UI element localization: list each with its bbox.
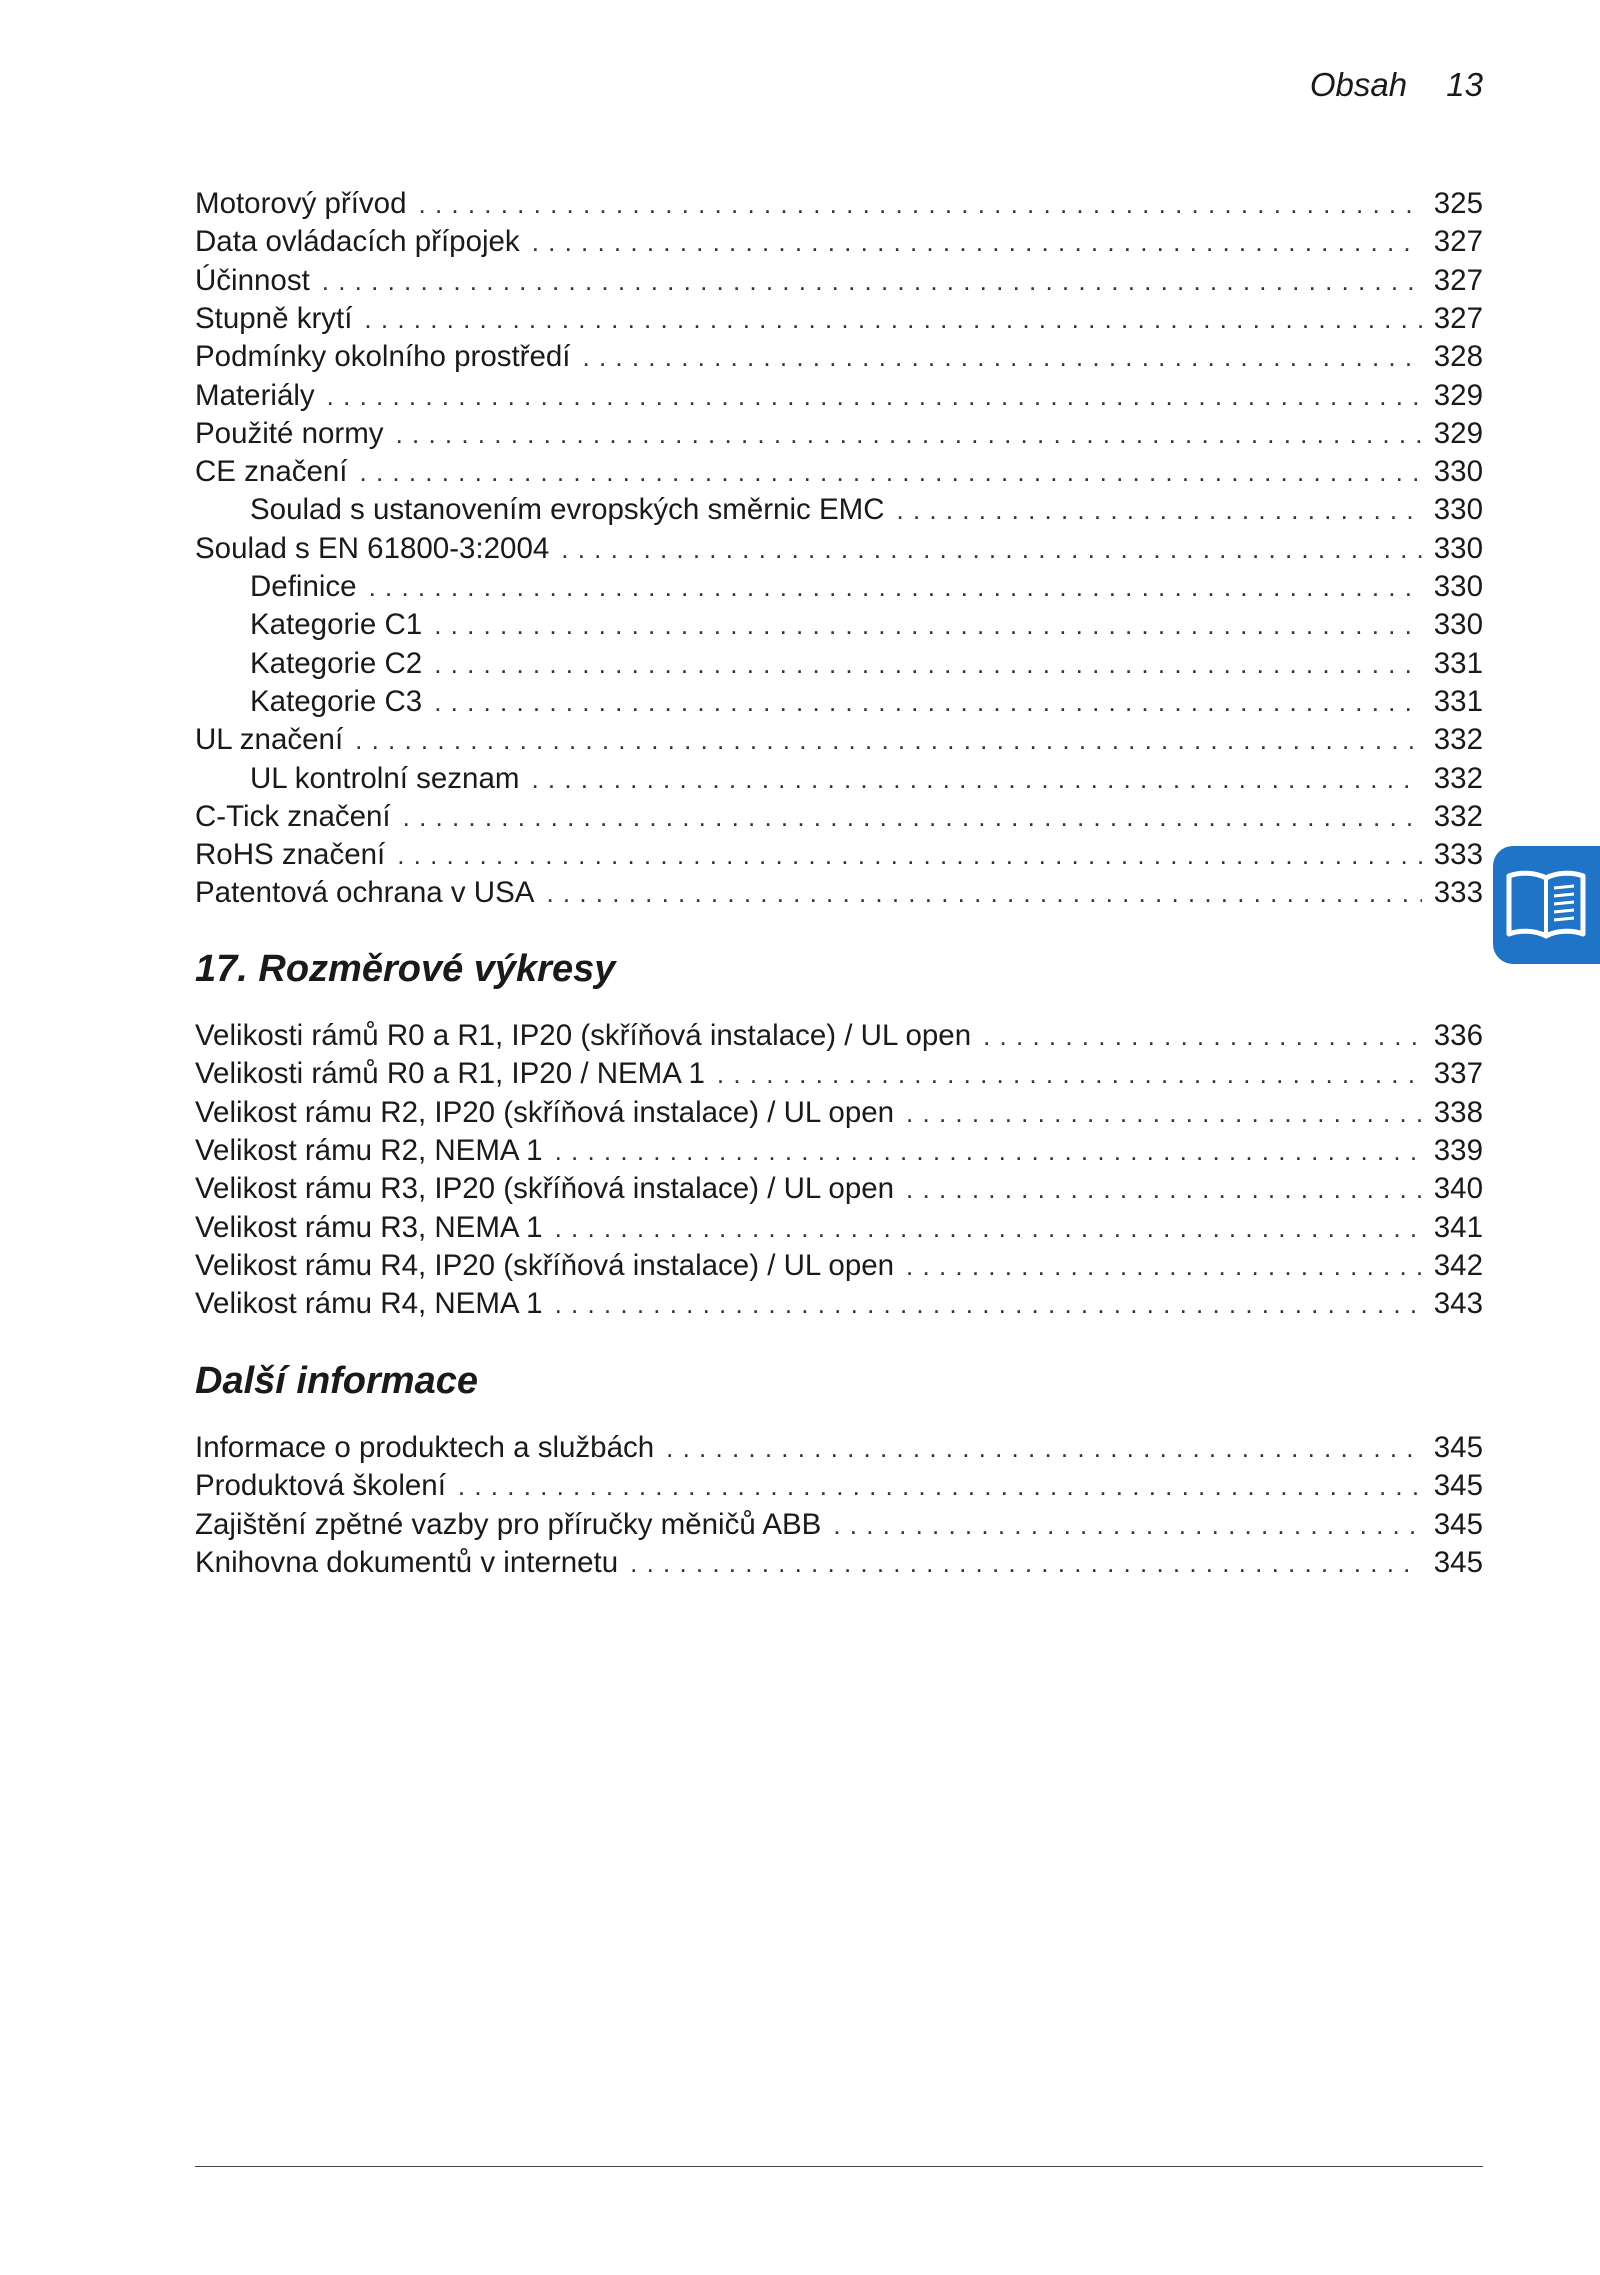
toc-entry[interactable]: [195, 1209, 1483, 1247]
toc-entry-label: Materiály: [195, 378, 315, 412]
toc-entry-page: 327: [1433, 225, 1483, 259]
toc-entry[interactable]: [195, 721, 1483, 759]
toc-entry[interactable]: [195, 1247, 1483, 1285]
toc-entry[interactable]: [195, 530, 1483, 568]
toc-entry[interactable]: [250, 568, 1483, 606]
dot-leader: [906, 1247, 1422, 1285]
dot-leader: [583, 338, 1422, 376]
toc-entry[interactable]: [195, 1170, 1483, 1208]
toc-entry-label: C-Tick značení: [195, 799, 391, 833]
toc-entry-page: 327: [1433, 301, 1483, 335]
toc-entry[interactable]: [195, 1132, 1483, 1170]
dot-leader: [630, 1544, 1422, 1582]
toc-entry[interactable]: [195, 1055, 1483, 1093]
book-icon: [1503, 864, 1589, 944]
toc-entry-label: Použité normy: [195, 416, 384, 450]
toc-entry[interactable]: [250, 606, 1483, 644]
toc-entry-label: Informace o produktech a službách: [195, 1431, 655, 1464]
dot-leader: [364, 300, 1421, 338]
toc-entry-label: UL značení: [195, 723, 344, 757]
toc-entry-label: Velikost rámu R4, NEMA 1: [195, 1287, 543, 1321]
toc-entry-page: 340: [1433, 1172, 1483, 1206]
dot-leader: [983, 1017, 1422, 1055]
toc-entry[interactable]: [195, 453, 1483, 491]
toc-entry-page: 330: [1433, 570, 1483, 603]
toc-entry-page: 336: [1433, 1019, 1483, 1052]
toc-entry-label: Definice: [250, 570, 357, 603]
dot-leader: [666, 1429, 1422, 1467]
toc-entry-label: Soulad s ustanovením evropských směrnic EMC: [250, 493, 885, 527]
toc-entry-label: Soulad s EN 61800-3:2004: [195, 531, 550, 565]
toc-entry-page: 325: [1433, 187, 1483, 220]
toc-entry[interactable]: [195, 1017, 1483, 1055]
toc-entry-page: 339: [1433, 1133, 1483, 1167]
toc-entry-page: 345: [1433, 1545, 1483, 1579]
toc-entry-label: Kategorie C3: [250, 684, 423, 718]
toc-entry[interactable]: [195, 798, 1483, 836]
dot-leader: [322, 262, 1422, 300]
toc-entry[interactable]: [195, 338, 1483, 376]
toc-entry[interactable]: [250, 683, 1483, 721]
dot-leader: [897, 491, 1422, 529]
toc-entry-page: 338: [1433, 1095, 1483, 1129]
toc-entry[interactable]: [195, 1467, 1483, 1505]
toc-entry[interactable]: [195, 1506, 1483, 1544]
toc-entry-label: Motorový přívod: [195, 187, 407, 220]
dot-leader: [531, 760, 1421, 798]
side-tab-contents[interactable]: [1493, 846, 1600, 964]
dot-leader: [369, 568, 1422, 606]
page-number: 13: [1446, 66, 1483, 103]
toc-entry[interactable]: [195, 1429, 1483, 1467]
toc-entry-label: Podmínky okolního prostředí: [195, 340, 571, 374]
dot-leader: [434, 683, 1422, 721]
toc-entry-label: Kategorie C2: [250, 646, 423, 680]
dot-leader: [434, 606, 1422, 644]
toc-entry[interactable]: [195, 836, 1483, 874]
dot-leader: [434, 645, 1422, 683]
toc-entry-page: 341: [1433, 1210, 1483, 1244]
toc-entry-page: 331: [1433, 646, 1483, 680]
dot-leader: [396, 415, 1422, 453]
toc-entry-page: 330: [1433, 531, 1483, 565]
section-title-17: 17. Rozměrové výkresy: [195, 948, 616, 990]
header-section-title: Obsah: [1309, 66, 1408, 103]
toc-entry-page: 329: [1433, 378, 1483, 412]
toc-entry[interactable]: [195, 300, 1483, 338]
toc-entry-page: 345: [1433, 1469, 1483, 1503]
toc-entry[interactable]: [195, 185, 1483, 223]
toc-entry-label: Zajištění zpětné vazby pro příručky měničů ABB: [195, 1507, 822, 1541]
toc-entry[interactable]: [250, 491, 1483, 529]
toc-entry-page: 329: [1433, 416, 1483, 450]
toc-entry-label: Velikost rámu R2, NEMA 1: [195, 1133, 543, 1167]
toc-entry[interactable]: [250, 760, 1483, 798]
dot-leader: [458, 1467, 1422, 1505]
toc-entry-page: 327: [1433, 263, 1483, 297]
toc-entry-page: 333: [1433, 876, 1483, 910]
dot-leader: [327, 377, 1422, 415]
toc-entry[interactable]: [195, 874, 1483, 912]
toc-entry-label: Produktová školení: [195, 1469, 446, 1503]
toc-entry[interactable]: [195, 377, 1483, 415]
toc-entry-label: Velikost rámu R2, IP20 (skříňová instalace) / UL open: [195, 1095, 895, 1129]
toc-entry-page: 342: [1433, 1248, 1483, 1282]
dot-leader: [555, 1209, 1422, 1247]
toc-entry-label: UL kontrolní seznam: [250, 761, 520, 795]
dot-leader: [419, 185, 1422, 223]
section-title-further-info: Další informace: [195, 1360, 478, 1402]
dot-leader: [906, 1094, 1422, 1132]
toc-entry-label: Kategorie C1: [250, 608, 423, 642]
toc-entry[interactable]: [195, 223, 1483, 261]
dot-leader: [355, 721, 1422, 759]
toc-entry-page: 328: [1433, 340, 1483, 374]
toc-entry-page: 332: [1433, 761, 1483, 795]
toc-entry-page: 345: [1433, 1431, 1483, 1464]
toc-entry[interactable]: [195, 415, 1483, 453]
toc-entry[interactable]: [195, 262, 1483, 300]
toc-entry-label: Stupně krytí: [195, 301, 353, 335]
toc-entry-label: RoHS značení: [195, 838, 386, 872]
toc-entry-label: Knihovna dokumentů v internetu: [195, 1545, 619, 1579]
toc-entry-page: 333: [1433, 838, 1483, 872]
toc-entry-page: 337: [1433, 1057, 1483, 1091]
toc-entry-page: 332: [1433, 799, 1483, 833]
toc-entry[interactable]: [195, 1544, 1483, 1582]
toc-entry-page: 331: [1433, 684, 1483, 718]
toc-entry-label: Velikost rámu R3, IP20 (skříňová instalace) / UL open: [195, 1172, 895, 1206]
dot-leader: [360, 453, 1422, 491]
toc-entry-label: Velikost rámu R3, NEMA 1: [195, 1210, 543, 1244]
dot-leader: [555, 1285, 1422, 1323]
toc-entry-page: 330: [1433, 455, 1483, 489]
footer-rule: [195, 2166, 1483, 2167]
toc-entry-page: 330: [1433, 608, 1483, 642]
toc-entry[interactable]: [195, 1094, 1483, 1132]
toc-entry-label: Účinnost: [195, 263, 310, 297]
toc-entry-label: Velikosti rámů R0 a R1, IP20 / NEMA 1: [195, 1057, 705, 1091]
toc-entry-page: 345: [1433, 1507, 1483, 1541]
toc-entry-label: Data ovládacích přípojek: [195, 225, 520, 259]
toc-entry-label: Velikosti rámů R0 a R1, IP20 (skříňová instalace) / UL open: [195, 1019, 972, 1052]
toc-entry-label: Velikost rámu R4, IP20 (skříňová instalace) / UL open: [195, 1248, 895, 1282]
toc-entry[interactable]: [195, 1285, 1483, 1323]
dot-leader: [546, 874, 1421, 912]
dot-leader: [906, 1170, 1422, 1208]
running-header: [1310, 66, 1483, 104]
dot-leader: [555, 1132, 1422, 1170]
dot-leader: [397, 836, 1422, 874]
dot-leader: [833, 1506, 1421, 1544]
dot-leader: [532, 223, 1422, 261]
toc-entry-label: CE značení: [195, 455, 348, 489]
dot-leader: [403, 798, 1422, 836]
toc-entry-page: 330: [1433, 493, 1483, 527]
toc-entry[interactable]: [250, 645, 1483, 683]
dot-leader: [561, 530, 1422, 568]
toc-entry-label: Patentová ochrana v USA: [195, 876, 535, 910]
toc-entry-page: 332: [1433, 723, 1483, 757]
toc-entry-page: 343: [1433, 1287, 1483, 1321]
dot-leader: [717, 1055, 1422, 1093]
